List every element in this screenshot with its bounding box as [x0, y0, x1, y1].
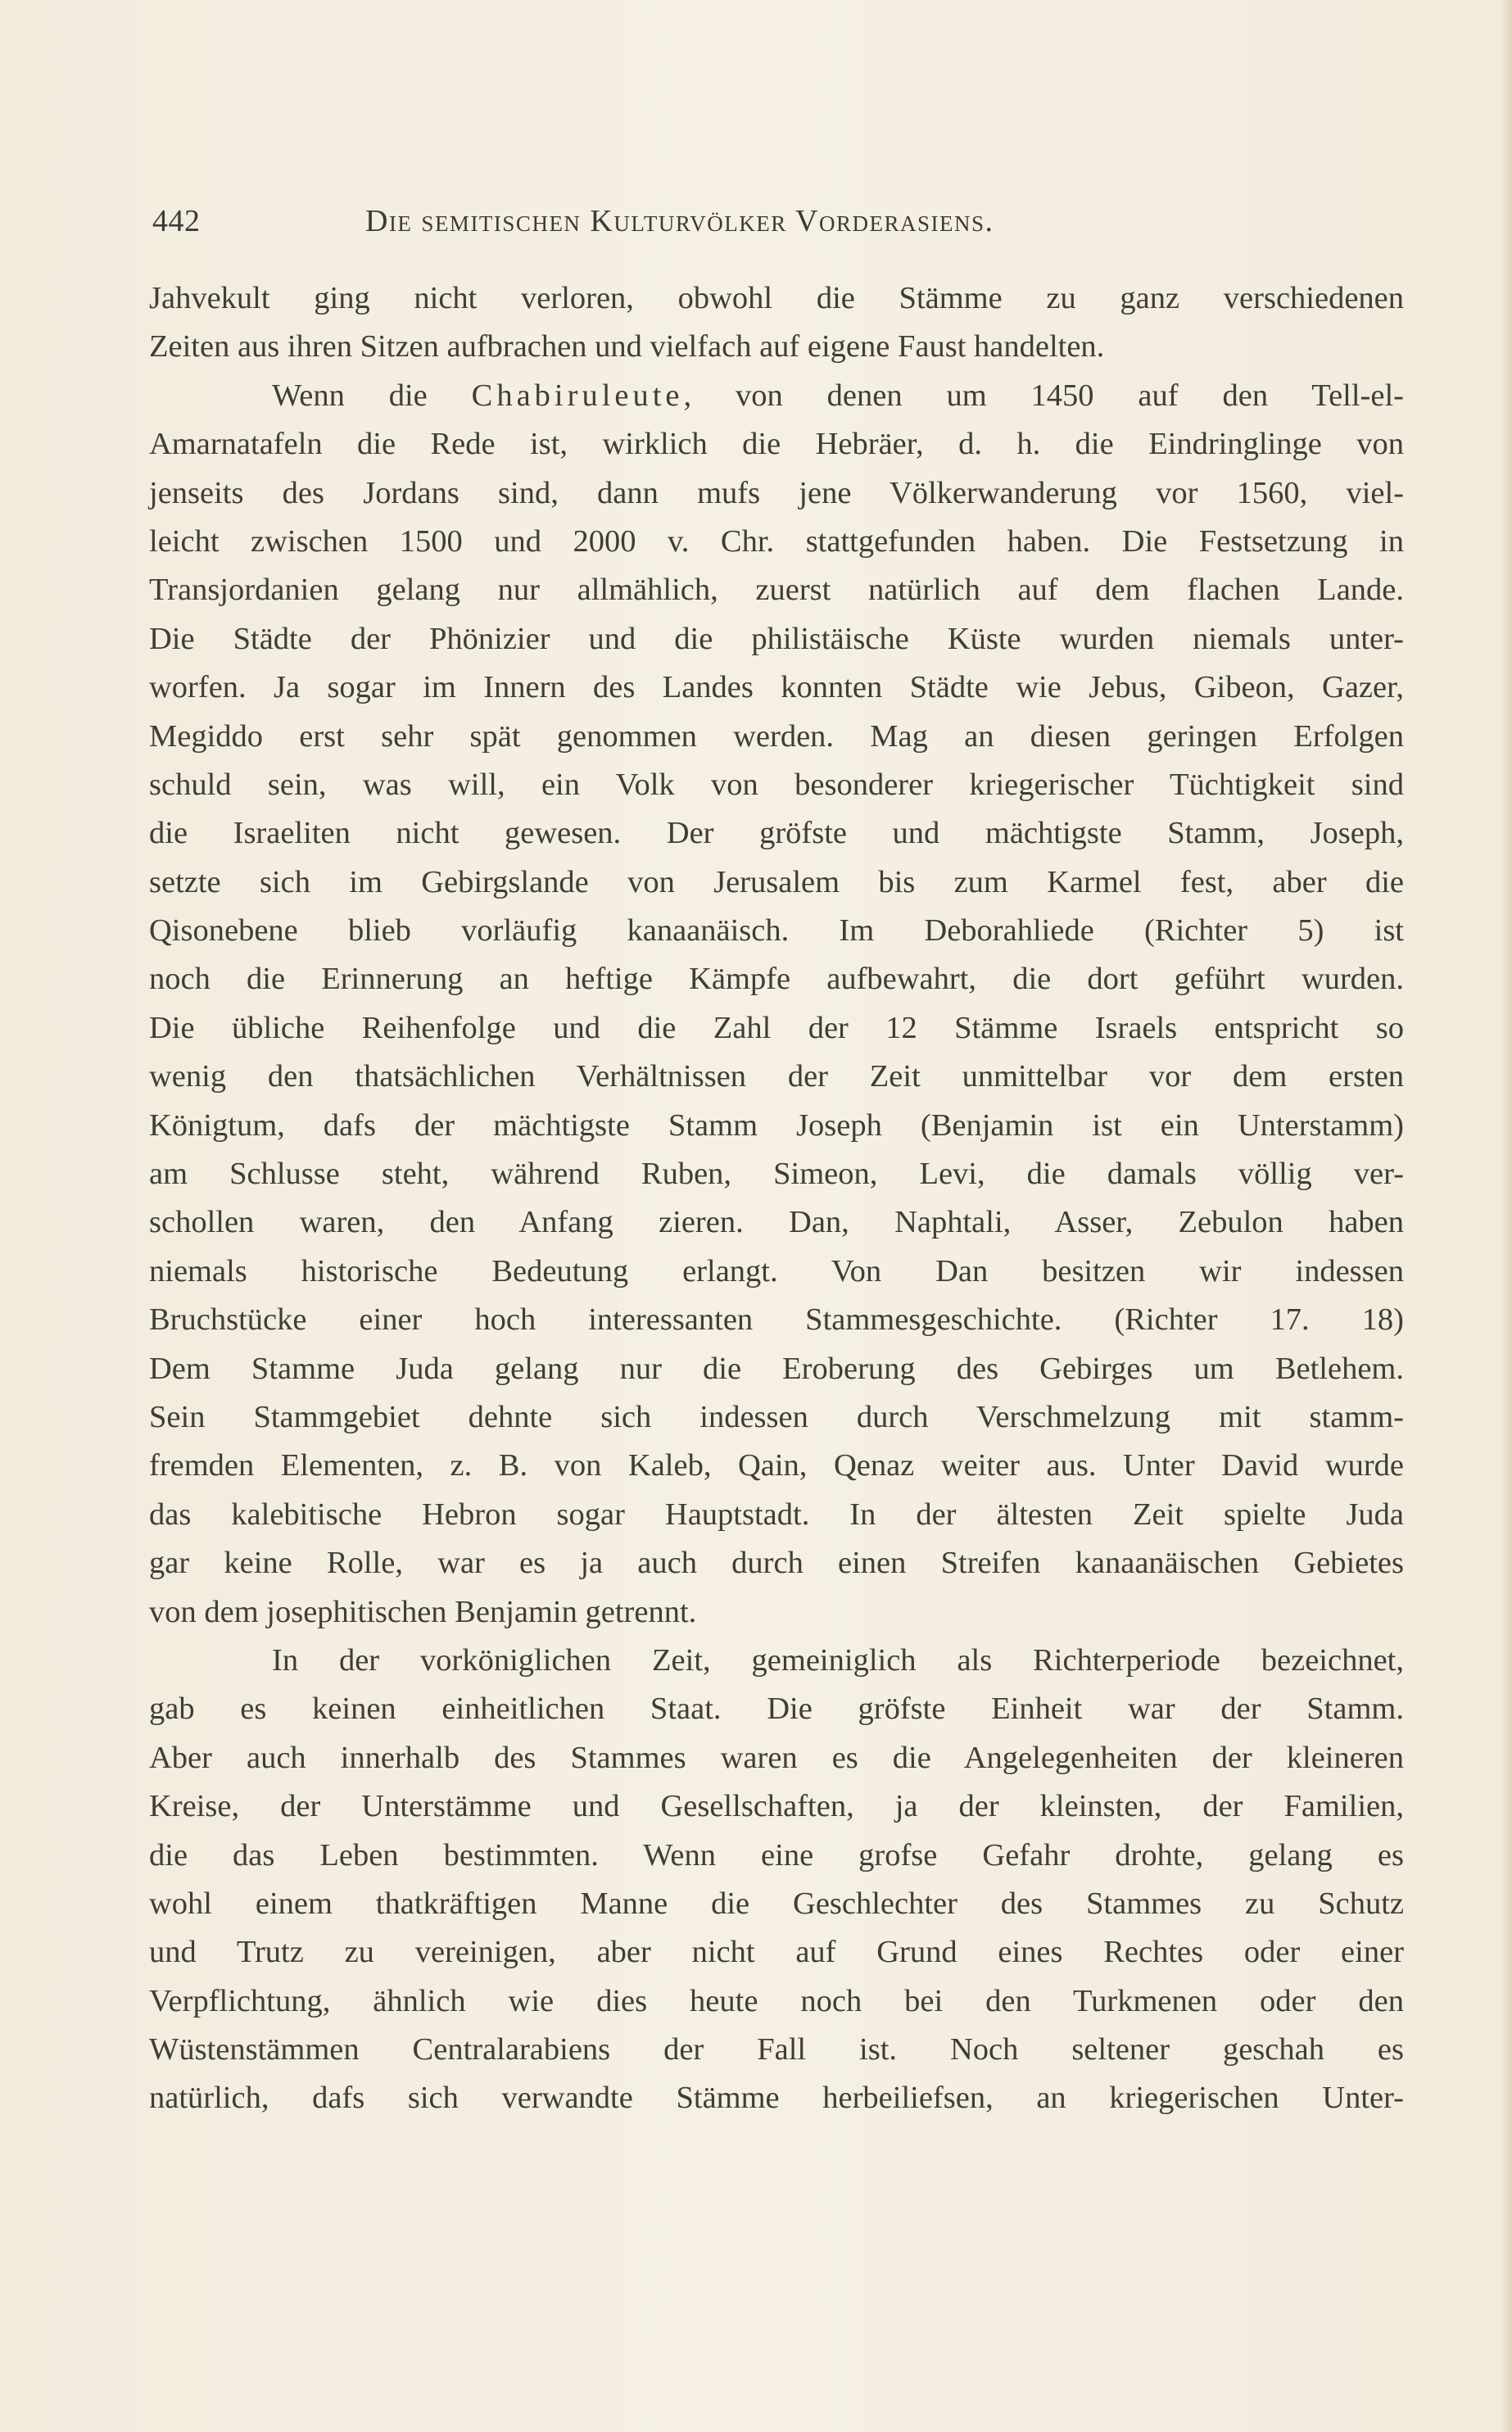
text-line: das kalebitische Hebron sogar Hauptstadt. In der ältesten Zeit spielte Juda	[149, 1497, 1404, 1532]
text-line: Verpflichtung, ähnlich wie dies heute noch bei den Turkmenen oder den	[149, 1983, 1404, 2018]
text-line: Qisonebene blieb vorläufig kanaanäisch. Im Deborahliede (Richter 5) ist	[149, 913, 1404, 949]
text-line: Dem Stamme Juda gelang nur die Eroberung des Gebirges um Betlehem.	[149, 1351, 1404, 1386]
text-line: Megiddo erst sehr spät genommen werden. Mag an diesen geringen Erfolgen	[149, 718, 1404, 754]
text-line: gab es keinen einheitlichen Staat. Die gröfste Einheit war der Stamm.	[149, 1692, 1404, 1727]
text-line: worfen. Ja sogar im Innern des Landes konnten Städte wie Jebus, Gibeon, Gazer,	[149, 670, 1404, 705]
text-line: von dem josephitischen Benjamin getrennt.	[149, 1594, 697, 1629]
text-line: am Schlusse steht, während Ruben, Simeon, Levi, die damals völlig ver-	[149, 1157, 1404, 1192]
text-line: Jahvekult ging nicht verloren, obwohl die Stämme zu ganz verschiedenen	[149, 281, 1404, 315]
text-line: und Trutz zu vereinigen, aber nicht auf Grund eines Rechtes oder einer	[149, 1935, 1404, 1970]
text-line: Kreise, der Unterstämme und Gesellschaften, ja der kleinsten, der Familien,	[149, 1789, 1404, 1824]
text-line: schollen waren, den Anfang zieren. Dan, Naphtali, Asser, Zebulon haben	[149, 1205, 1404, 1240]
text-line: Bruchstücke einer hoch interessanten Stammesgeschichte. (Richter 17. 18)	[149, 1302, 1404, 1338]
page-header	[152, 197, 1193, 246]
text-line: leicht zwischen 1500 und 2000 v. Chr. stattgefunden haben. Die Festsetzung in	[149, 523, 1404, 559]
body-text	[149, 274, 1404, 2123]
text-line: wenig den thatsächlichen Verhältnissen der Zeit unmittelbar vor dem ersten	[149, 1059, 1404, 1094]
text-line: niemals historische Bedeutung erlangt. Von Dan besitzen wir indessen	[149, 1253, 1404, 1288]
text-line: setzte sich im Gebirgslande von Jerusalem bis zum Karmel fest, aber die	[149, 864, 1404, 899]
text-line: jenseits des Jordans sind, dann mufs jene Völkerwanderung vor 1560, viel-	[149, 475, 1404, 510]
spaced-term: Chabiruleute	[471, 378, 684, 413]
text-line: Die übliche Reihenfolge und die Zahl der 12 Stämme Israels entspricht so	[149, 1010, 1404, 1045]
text-line: Amarnatafeln die Rede ist, wirklich die Hebräer, d. h. die Eindringlinge von	[149, 427, 1404, 462]
text-line: Königtum, dafs der mächtigste Stamm Joseph (Benjamin ist ein Unterstamm)	[149, 1107, 1404, 1143]
text-line: natürlich, dafs sich verwandte Stämme herbeiliefsen, an kriegerischen Unter-	[149, 2081, 1404, 2116]
text-line: Zeiten aus ihren Sitzen aufbrachen und vielfach auf eigene Faust handelten.	[149, 329, 1105, 365]
text-line: Wüstenstämmen Centralarabiens der Fall ist. Noch seltener geschah es	[149, 2032, 1404, 2067]
text-line: die Israeliten nicht gewesen. Der gröfste und mächtigste Stamm, Joseph,	[149, 816, 1404, 851]
text-line: Transjordanien gelang nur allmählich, zuerst natürlich auf dem flachen Lande.	[149, 573, 1404, 608]
text-run: , von denen um 1450 auf den Tell-el-	[683, 378, 1404, 413]
text-line: Aber auch innerhalb des Stammes waren es die Angelegenheiten der kleineren	[149, 1740, 1404, 1775]
text-line: Die Städte der Phönizier und die philistäische Küste wurden niemals unter-	[149, 621, 1404, 656]
text-line: wohl einem thatkräftigen Manne die Geschlechter des Stammes zu Schutz	[149, 1886, 1404, 1921]
text-line: die das Leben bestimmten. Wenn eine grofse Gefahr drohte, gelang es	[149, 1837, 1404, 1873]
text-run: Wenn die	[272, 378, 472, 413]
page-number: 442	[152, 204, 201, 238]
text-line: noch die Erinnerung an heftige Kämpfe aufbewahrt, die dort geführt wurden.	[149, 962, 1404, 997]
page-edge-shadow	[1501, 0, 1512, 2432]
text-line: Sein Stammgebiet dehnte sich indessen durch Verschmelzung mit stamm-	[149, 1399, 1404, 1434]
paragraph-first-line	[149, 372, 1404, 420]
text-line: gar keine Rolle, war es ja auch durch einen Streifen kanaanäischen Gebietes	[149, 1546, 1404, 1581]
paragraph-first-line: In der vorköniglichen Zeit, gemeiniglich als Richterperiode bezeichnet,	[272, 1642, 1404, 1678]
text-line: schuld sein, was will, ein Volk von besonderer kriegerischer Tüchtigkeit sind	[149, 767, 1404, 802]
text-line: fremden Elementen, z. B. von Kaleb, Qain, Qenaz weiter aus. Unter David wurde	[149, 1448, 1404, 1483]
running-title: Die semitischen Kulturvölker Vorderasiens.	[365, 204, 994, 238]
